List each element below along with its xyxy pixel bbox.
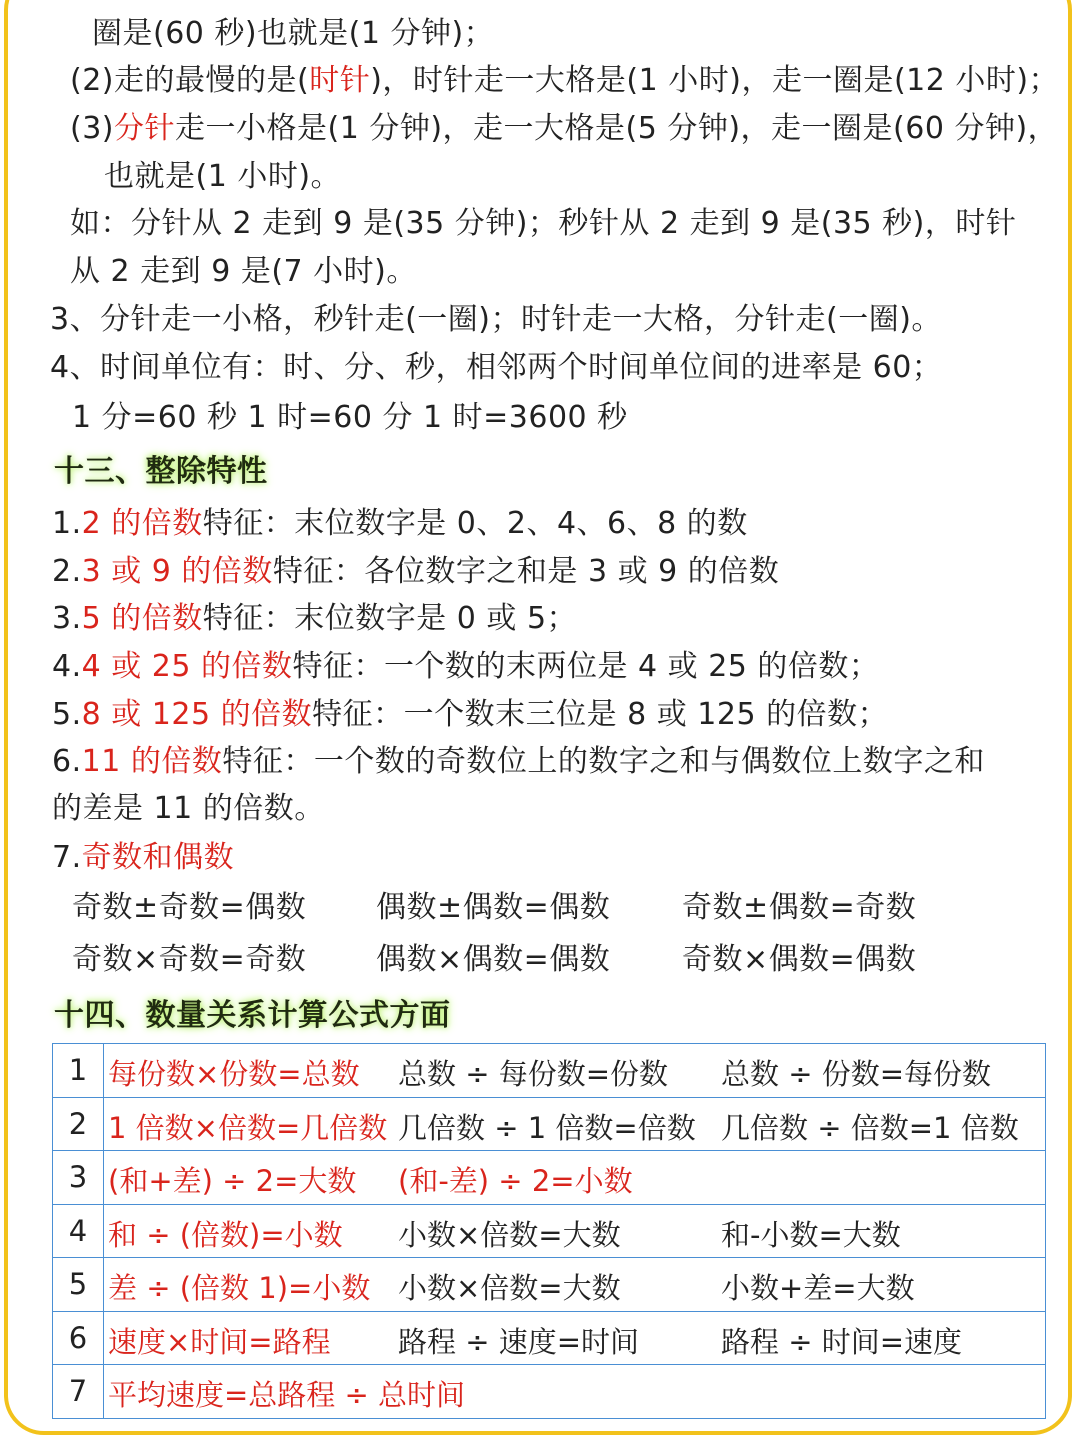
text-line xyxy=(70,61,1059,101)
text-segment: 也就是(1 小时)。 xyxy=(104,159,342,194)
formula-f1: 速度×时间=路程 xyxy=(108,1324,331,1359)
formula-f1: 差 ÷ (倍数 1)=小数 xyxy=(108,1271,371,1305)
rule-line xyxy=(52,504,748,544)
text-segment: 特征：末位数字是 0、2、4、6、8 的数 xyxy=(202,506,748,541)
text-segment: 3. xyxy=(52,601,82,636)
formula-f2: 总数 ÷ 每份数=份数 xyxy=(398,1057,669,1091)
formula-f2: (和-差) ÷ 2=小数 xyxy=(398,1164,633,1198)
formula-cell xyxy=(104,1151,1046,1205)
formula-f2: 路程 ÷ 速度=时间 xyxy=(398,1324,640,1359)
text-segment: 特征：一个数末三位是 8 或 125 的倍数； xyxy=(312,697,889,732)
text-segment: 特征：一个数的奇数位上的数字之和与偶数位上数字之和 xyxy=(222,744,985,779)
text-segment: 走一小格是(1 分钟)，走一大格是(5 分钟)，走一圈是(60 分钟)， xyxy=(175,111,1059,146)
parity-rule: 奇数±奇数=偶数 xyxy=(72,890,307,925)
parity-rule: 偶数×偶数=偶数 xyxy=(376,942,611,977)
formula-f1: 平均速度=总路程 ÷ 总时间 xyxy=(108,1378,466,1412)
text-segment: 1. xyxy=(52,506,82,541)
parity-rule: 奇数±偶数=奇数 xyxy=(682,890,917,925)
rule-line xyxy=(52,599,577,639)
parity-rule: 奇数×偶数=偶数 xyxy=(682,942,917,977)
text-segment: )，时针走一大格是(1 小时)，走一圈是(12 小时)； xyxy=(370,63,1060,98)
row-number: 3 xyxy=(53,1151,104,1205)
highlight-text: 4 或 25 的倍数 xyxy=(81,649,293,684)
text-line xyxy=(92,14,494,54)
text-line xyxy=(70,204,1016,244)
rule-line xyxy=(52,838,234,878)
row-number: 7 xyxy=(53,1365,104,1419)
highlight-text: 3 或 9 的倍数 xyxy=(81,554,273,589)
text-segment: 3、分针走一小格，秒针走(一圈)；时针走一大格，分针走(一圈)。 xyxy=(50,302,942,337)
text-segment: 从 2 走到 9 是(7 小时)。 xyxy=(70,254,417,289)
text-line xyxy=(104,157,341,197)
table-row xyxy=(53,1204,1046,1258)
formula-f3: 总数 ÷ 份数=每份数 xyxy=(721,1057,992,1091)
row-number: 5 xyxy=(53,1258,104,1312)
highlight-text: 奇数和偶数 xyxy=(81,840,235,875)
text-segment: 如：分针从 2 走到 9 是(35 分钟)；秒针从 2 走到 9 是(35 秒)，时针 xyxy=(70,206,1017,241)
text-segment: 圈是(60 秒)也就是(1 分钟)； xyxy=(92,16,495,51)
text-segment: 特征：一个数的末两位是 4 或 25 的倍数； xyxy=(292,649,880,684)
text-segment: 6. xyxy=(52,744,82,779)
row-number: 6 xyxy=(53,1311,104,1365)
rule-line xyxy=(52,789,325,829)
text-segment: 7. xyxy=(52,840,82,875)
formula-f3: 路程 ÷ 时间=速度 xyxy=(721,1324,963,1359)
text-segment: 5. xyxy=(52,697,82,732)
row-number: 2 xyxy=(53,1097,104,1151)
formula-f2: 小数×倍数=大数 xyxy=(398,1217,621,1252)
rule-line xyxy=(52,552,779,592)
formula-f1: 和 ÷ (倍数)=小数 xyxy=(108,1217,343,1252)
highlight-text: 11 的倍数 xyxy=(81,744,223,779)
table-row xyxy=(53,1258,1046,1312)
formula-cell xyxy=(104,1365,1046,1419)
parity-rule: 奇数×奇数=奇数 xyxy=(72,942,307,977)
table-row xyxy=(53,1311,1046,1365)
highlight-text: 分针 xyxy=(114,111,175,146)
text-segment: 特征：末位数字是 0 或 5； xyxy=(202,601,578,636)
text-segment: 2. xyxy=(52,554,82,589)
formula-f1: (和+差) ÷ 2=大数 xyxy=(108,1164,357,1198)
formula-table xyxy=(52,1043,1046,1419)
text-line xyxy=(72,398,628,438)
section-14-heading: 十四、数量关系计算公式方面 xyxy=(54,998,451,1033)
text-segment: 4、时间单位有：时、分、秒，相邻两个时间单位间的进率是 60； xyxy=(50,350,943,385)
text-line xyxy=(50,300,942,340)
text-segment: 4. xyxy=(52,649,82,684)
table-row xyxy=(53,1151,1046,1205)
formula-cell xyxy=(104,1311,1046,1365)
formula-f3: 和-小数=大数 xyxy=(721,1217,901,1252)
rule-line xyxy=(52,742,985,782)
formula-f3: 小数+差=大数 xyxy=(721,1271,915,1305)
formula-cell xyxy=(104,1258,1046,1312)
formula-f3: 几倍数 ÷ 倍数=1 倍数 xyxy=(721,1110,1019,1145)
table-row xyxy=(53,1097,1046,1151)
text-segment: (2)走的最慢的是( xyxy=(70,63,310,98)
rule-line xyxy=(52,647,879,687)
formula-f2: 小数×倍数=大数 xyxy=(398,1271,621,1305)
text-segment: 特征：各位数字之和是 3 或 9 的倍数 xyxy=(272,554,780,589)
rule-line xyxy=(52,695,888,735)
formula-cell xyxy=(104,1044,1046,1098)
table-row xyxy=(53,1044,1046,1098)
formula-cell xyxy=(104,1097,1046,1151)
text-segment: 1 分=60 秒 1 时=60 分 1 时=3600 秒 xyxy=(72,400,628,435)
formula-cell xyxy=(104,1204,1046,1258)
highlight-text: 5 的倍数 xyxy=(81,601,203,636)
formula-f2: 几倍数 ÷ 1 倍数=倍数 xyxy=(398,1110,696,1145)
formula-f1: 1 倍数×倍数=几倍数 xyxy=(108,1110,388,1145)
formula-f1: 每份数×份数=总数 xyxy=(108,1057,360,1091)
row-number: 4 xyxy=(53,1204,104,1258)
text-line xyxy=(70,109,1058,149)
highlight-text: 8 或 125 的倍数 xyxy=(81,697,313,732)
text-line xyxy=(70,252,417,292)
section-13-heading: 十三、整除特性 xyxy=(54,454,268,489)
parity-rule: 偶数±偶数=偶数 xyxy=(376,890,611,925)
row-number: 1 xyxy=(53,1044,104,1098)
highlight-text: 2 的倍数 xyxy=(81,506,203,541)
text-segment: 的差是 11 的倍数。 xyxy=(52,791,325,826)
text-segment: (3) xyxy=(70,111,114,146)
table-row xyxy=(53,1365,1046,1419)
text-line xyxy=(50,348,942,388)
highlight-text: 时针 xyxy=(309,63,371,98)
